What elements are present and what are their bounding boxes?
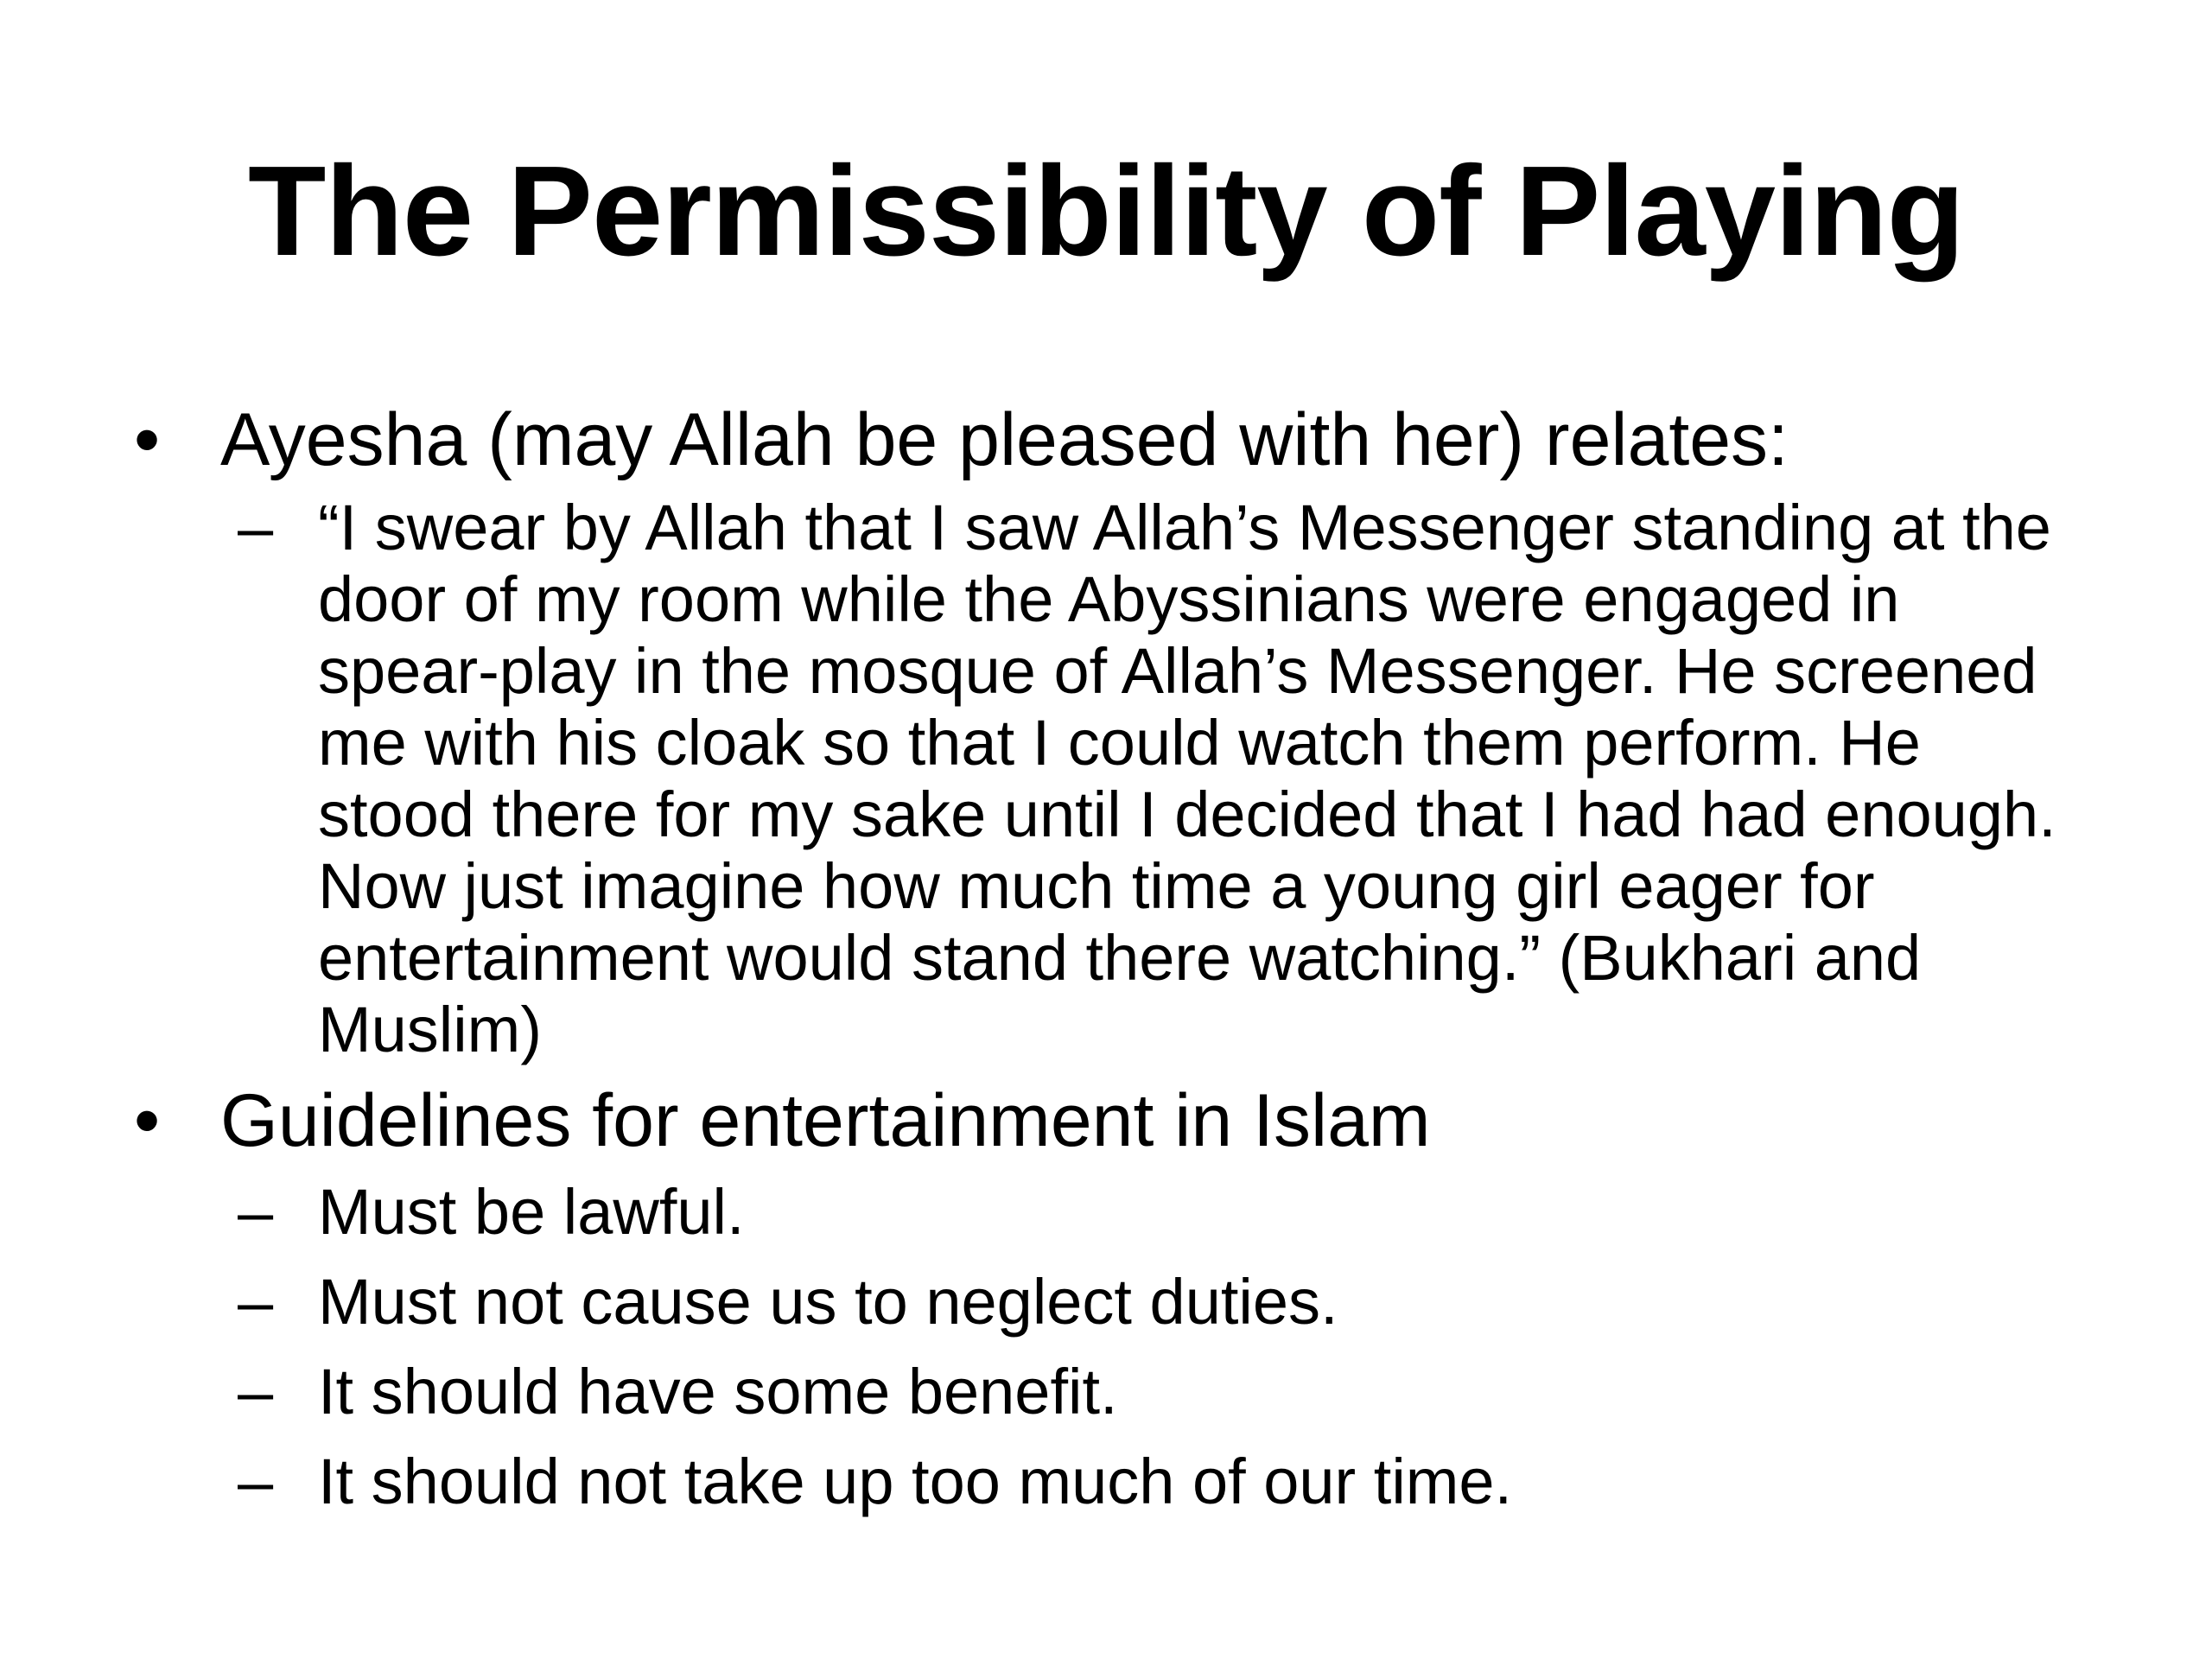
slide-title: The Permissibility of Playing xyxy=(248,140,1964,283)
dash-marker: – xyxy=(238,1446,274,1517)
dash-marker: – xyxy=(238,492,274,563)
subitem-duties xyxy=(130,1266,2091,1338)
bullet-text: Ayesha (may Allah be pleased with her) relates: xyxy=(220,398,1789,481)
subitem-hadith-quote xyxy=(130,492,2091,1065)
dash-marker: – xyxy=(238,1266,274,1338)
bullet-marker: • xyxy=(133,398,161,481)
dash-marker: – xyxy=(238,1176,274,1248)
subitem-text: Must be lawful. xyxy=(318,1176,745,1248)
subitem-lawful xyxy=(130,1176,2091,1248)
bullet-text: Guidelines for entertainment in Islam xyxy=(220,1079,1431,1162)
bullet-ayesha xyxy=(130,393,2091,486)
subitem-text: It should not take up too much of our time. xyxy=(318,1446,1513,1517)
subitem-time xyxy=(130,1446,2091,1517)
subitem-benefit xyxy=(130,1356,2091,1427)
bullet-guidelines xyxy=(130,1074,2091,1167)
slide-body xyxy=(130,393,2091,1517)
bullet-marker: • xyxy=(133,1079,161,1162)
subitem-text: Must not cause us to neglect duties. xyxy=(318,1266,1338,1338)
subitem-text: It should have some benefit. xyxy=(318,1356,1118,1427)
subitem-text: “I swear by Allah that I saw Allah’s Messenger standing at the door of my room while the Abyssinians were engaged in spear-play in the mosque of Allah’s Messenger. He screened me with his cloak so that I could watch them perform. He stood there for my sake until I decided that I had had enough. Now just imagine how much time a young girl eager for entertainment would stand there watching.” (Bukhari and Muslim) xyxy=(318,492,2056,1065)
dash-marker: – xyxy=(238,1356,274,1427)
